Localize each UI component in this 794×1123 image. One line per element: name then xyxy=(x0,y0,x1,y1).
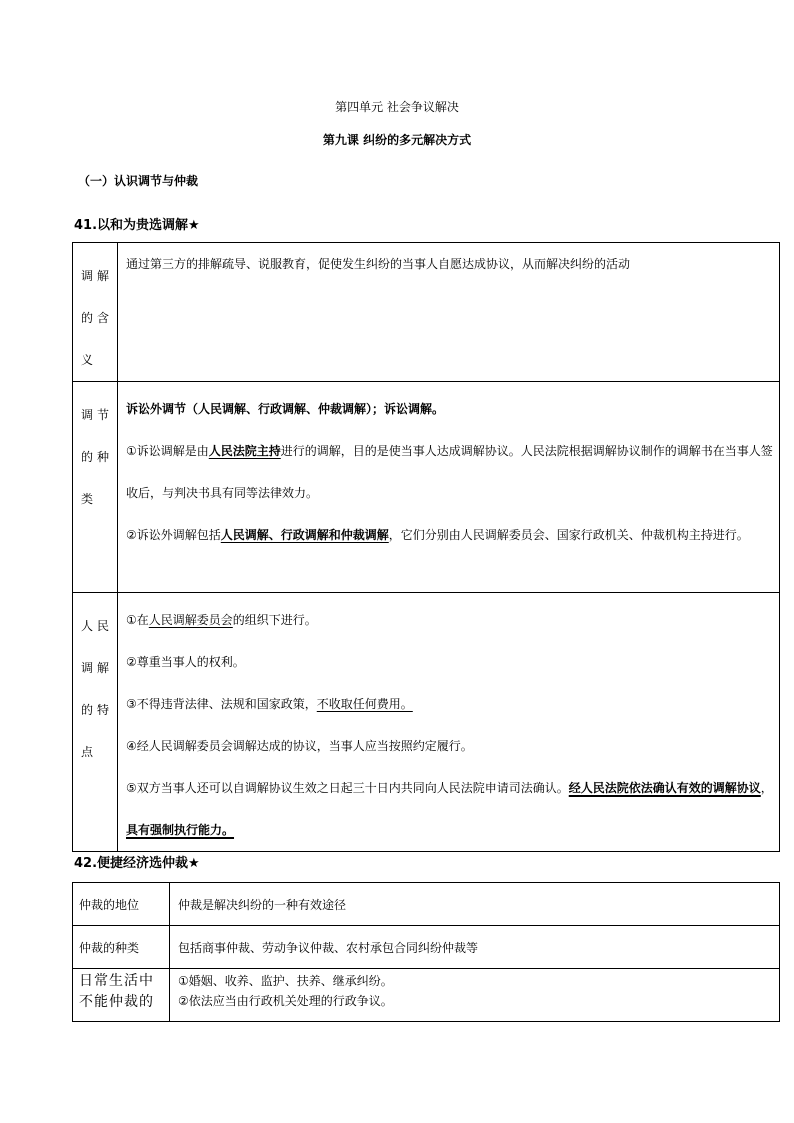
text-span: ，它们分别由人民调解委员会、国家行政机关、仲裁机构主持进行。 xyxy=(388,528,749,542)
feature-4: ④经人民调解委员会调解达成的协议，当事人应当按照约定履行。 xyxy=(126,739,473,753)
table-row xyxy=(73,382,780,593)
text-span: 的组织下进行。 xyxy=(232,613,317,627)
committee-underline: 人民调解委员会 xyxy=(148,613,233,627)
non-litigation-mediation-paragraph xyxy=(126,514,773,556)
text-span: ①在 xyxy=(126,613,149,627)
text-span: ， xyxy=(760,781,773,795)
table-row xyxy=(73,593,780,852)
definition-text: 通过第三方的排解疏导、说服教育，促使发生纠纷的当事人自愿达成协议，从而解决纠纷的活动 xyxy=(126,257,631,271)
item-42-title: 42.便捷经济选仲裁★ xyxy=(74,856,200,871)
table-row xyxy=(73,243,780,382)
mediation-table xyxy=(72,242,780,852)
enforcement-underline: 具有强制执行能力。 xyxy=(126,823,235,837)
arbitration-table xyxy=(72,882,780,1022)
feature-5 xyxy=(126,767,773,851)
text-span: ③不得违背法律、法规和国家政策， xyxy=(126,697,317,711)
row-label-status: 仲裁的地位 xyxy=(73,883,170,926)
feature-2: ②尊重当事人的权利。 xyxy=(126,655,245,669)
row-label-non-arbitrable: 日常生活中不能仲裁的 xyxy=(73,969,170,1022)
row-content-status: 仲裁是解决纠纷的一种有效途径 xyxy=(170,883,780,926)
text-span: 进行的调解，目的是使当事人达成调解协议。人民法院根据调解协议制作的调解书在当事人签收后，与判决书具有同等法律效力。 xyxy=(126,444,773,500)
item-41-title: 41.以和为贵选调解★ xyxy=(74,218,200,233)
row-label-definition: 调解的含义 xyxy=(73,243,118,382)
table-row xyxy=(73,883,780,926)
mediation-kinds-underline: 人民调解、行政调解和仲裁调解 xyxy=(220,528,389,542)
row-content-kinds: 包括商事仲裁、劳动争议仲裁、农村承包合同纠纷仲裁等 xyxy=(170,926,780,969)
litigation-mediation-paragraph xyxy=(126,430,773,514)
row-label-features: 人民调解的特点 xyxy=(73,593,118,852)
row-label-kinds: 仲裁的种类 xyxy=(73,926,170,969)
feature-1 xyxy=(126,599,773,641)
text-span: ①诉讼调解是由 xyxy=(126,444,209,458)
feature-3 xyxy=(126,683,773,725)
row-content-types xyxy=(118,382,780,593)
no-fee-underline: 不收取任何费用。 xyxy=(316,697,413,711)
non-arbitrable-2: ②依法应当由行政机关处理的行政争议。 xyxy=(178,994,393,1008)
row-content-non-arbitrable xyxy=(170,969,780,1022)
row-label-types: 调节的种类 xyxy=(73,382,118,593)
text-span: ②诉讼外调解包括 xyxy=(126,528,221,542)
row-content-definition xyxy=(118,243,780,382)
lesson-title: 第九课 纠纷的多元解决方式 xyxy=(322,133,472,147)
text-span: ⑤双方当事人还可以自调解协议生效之日起三十日内共同向人民法院申请司法确认。 xyxy=(126,781,569,795)
types-summary: 诉讼外调节（人民调解、行政调解、仲裁调解）；诉讼调解。 xyxy=(126,402,445,416)
unit-title: 第四单元 社会争议解决 xyxy=(335,100,459,114)
confirmed-agreement-underline: 经人民法院依法确认有效的调解协议 xyxy=(568,781,761,795)
court-host-underline: 人民法院主持 xyxy=(208,444,281,458)
table-row xyxy=(73,926,780,969)
section-title: （一）认识调节与仲裁 xyxy=(78,174,199,188)
row-content-features xyxy=(118,593,780,852)
table-row xyxy=(73,969,780,1022)
non-arbitrable-1: ①婚姻、收养、监护、扶养、继承纠纷。 xyxy=(178,974,393,988)
